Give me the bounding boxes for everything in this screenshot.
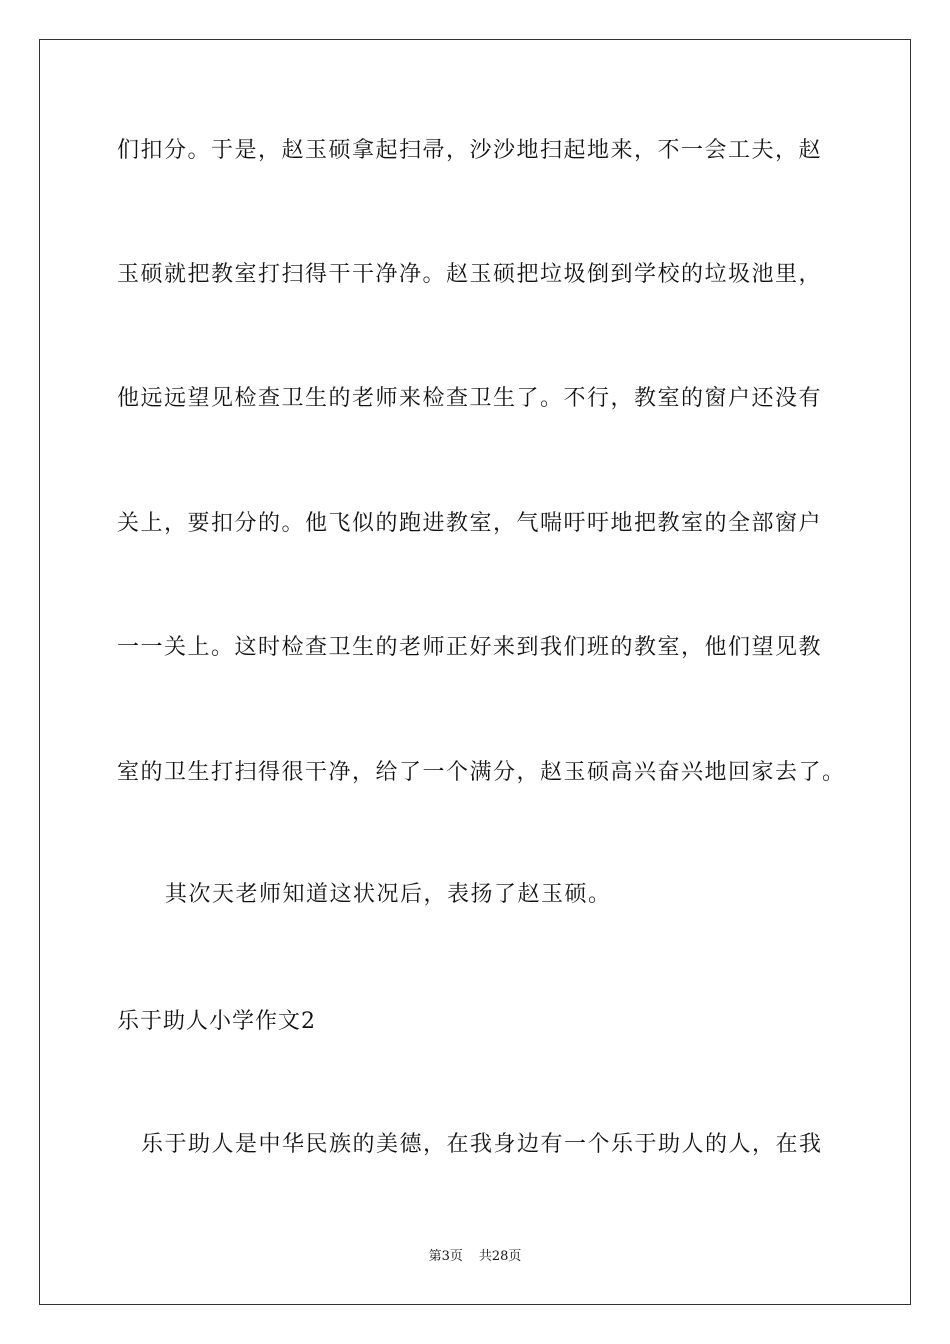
body-text-line: 室的卫生打扫得很干净，给了一个满分，赵玉硕高兴奋兴地回家去了。 [117, 760, 846, 785]
body-text-line: 玉硕就把教室打扫得干干净净。赵玉硕把垃圾倒到学校的垃圾池里， [117, 262, 823, 287]
body-text-line: 们扣分。于是，赵玉硕拿起扫帚，沙沙地扫起地来，不一会工夫，赵 [117, 138, 823, 163]
body-text-line: 一一关上。这时检查卫生的老师正好来到我们班的教室，他们望见教 [117, 635, 823, 660]
body-text-line: 他远远望见检查卫生的老师来检查卫生了。不行，教室的窗户还没有 [117, 386, 823, 411]
paragraph-text: 其次天老师知道这状况后，表扬了赵玉硕。 [165, 882, 612, 907]
page-total: 共28页 [478, 1249, 522, 1264]
page-number: 第3页 [428, 1249, 463, 1264]
paragraph-text: 乐于助人是中华民族的美德，在我身边有一个乐于助人的人，在我 [141, 1132, 823, 1157]
page-footer [0, 1245, 950, 1264]
body-text-line: 关上，要扣分的。他飞似的跑进教室，气喘吁吁地把教室的全部窗户 [117, 511, 823, 536]
page-border [39, 39, 911, 1305]
section-heading: 乐于助人小学作文2 [117, 1009, 316, 1034]
